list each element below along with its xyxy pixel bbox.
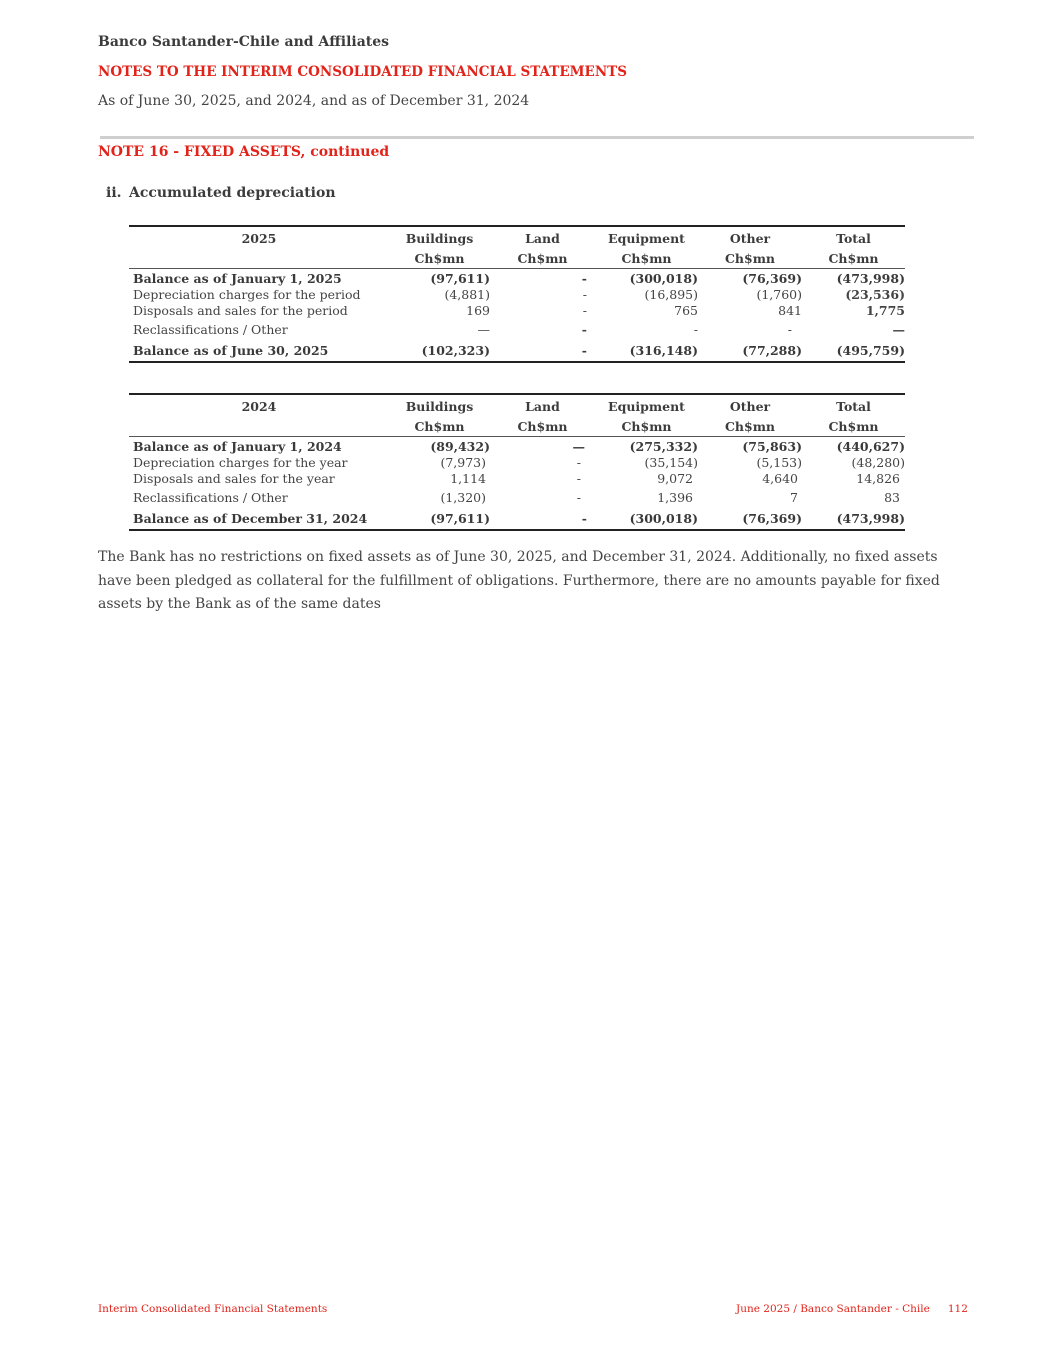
- table-row: [129, 269, 905, 288]
- cell-equipment: 1,396: [657, 490, 693, 505]
- section-heading: [106, 185, 336, 201]
- cell-buildings: (97,611): [389, 509, 490, 530]
- depreciation-table-2024: [129, 393, 905, 531]
- row-label: Depreciation charges for the year: [133, 455, 348, 470]
- notes-title: NOTES TO THE INTERIM CONSOLIDATED FINANCIAL STATEMENTS: [98, 64, 627, 80]
- table-year: 2025: [129, 226, 389, 248]
- cell-total: (473,998): [836, 271, 905, 286]
- col-header-land: Land: [490, 394, 595, 416]
- table-row: [129, 471, 905, 487]
- footer-left: Interim Consolidated Financial Statements: [98, 1303, 328, 1315]
- cell-other: 841: [778, 303, 802, 318]
- col-header-buildings: Buildings: [389, 226, 490, 248]
- row-label: Disposals and sales for the period: [133, 303, 348, 318]
- unit-label: Ch$mn: [802, 416, 905, 437]
- cell-buildings: (4,881): [444, 287, 490, 302]
- cell-land: —: [572, 439, 585, 454]
- col-header-equipment: Equipment: [595, 226, 698, 248]
- section-number: ii.: [106, 185, 122, 201]
- footer-source: June 2025 / Banco Santander - Chile: [736, 1303, 930, 1315]
- cell-other: (5,153): [756, 455, 802, 470]
- row-label: Balance as of December 31, 2024: [129, 509, 389, 530]
- section-title: Accumulated depreciation: [129, 185, 336, 201]
- row-label: Disposals and sales for the year: [133, 471, 335, 486]
- cell-buildings: —: [477, 322, 490, 337]
- cell-other: (77,288): [698, 341, 802, 362]
- cell-equipment: (300,018): [629, 271, 698, 286]
- table-year: 2024: [129, 394, 389, 416]
- col-header-equipment: Equipment: [595, 394, 698, 416]
- cell-other: 7: [790, 490, 798, 505]
- cell-land: -: [581, 322, 587, 337]
- row-label: Balance as of January 1, 2025: [133, 271, 342, 286]
- cell-equipment: (35,154): [644, 455, 698, 470]
- cell-total: —: [892, 322, 905, 337]
- footer-right: [736, 1303, 968, 1315]
- cell-land: -: [490, 341, 595, 362]
- cell-buildings: (1,320): [440, 490, 486, 505]
- unit-label: Ch$mn: [389, 248, 490, 269]
- cell-equipment: (275,332): [629, 439, 698, 454]
- unit-label: Ch$mn: [802, 248, 905, 269]
- col-header-other: Other: [698, 226, 802, 248]
- reporting-period: As of June 30, 2025, and 2024, and as of December 31, 2024: [98, 93, 530, 109]
- cell-equipment: (316,148): [595, 341, 698, 362]
- unit-label: Ch$mn: [595, 248, 698, 269]
- col-header-total: Total: [802, 394, 905, 416]
- unit-label: Ch$mn: [490, 248, 595, 269]
- unit-label: Ch$mn: [389, 416, 490, 437]
- table-row: [129, 319, 905, 341]
- header-divider: [100, 136, 974, 139]
- cell-total: (495,759): [802, 341, 905, 362]
- col-header-total: Total: [802, 226, 905, 248]
- cell-total: 14,826: [856, 471, 900, 486]
- col-header-land: Land: [490, 226, 595, 248]
- cell-buildings: (89,432): [430, 439, 490, 454]
- body-paragraph: The Bank has no restrictions on fixed assets as of June 30, 2025, and December 31, 2024. Additionally, no fixed assets have been pledged as collateral for the fulfillment of obligations. Furthermore, there are no amounts payable for fixed assets by the Bank as of the same dates: [98, 549, 940, 612]
- cell-other: -: [787, 322, 792, 337]
- cell-land: -: [582, 287, 587, 302]
- table-row: [129, 303, 905, 319]
- col-header-other: Other: [698, 394, 802, 416]
- page-number: 112: [947, 1303, 968, 1315]
- table-row: [129, 437, 905, 456]
- unit-label: Ch$mn: [490, 416, 595, 437]
- cell-equipment: -: [693, 322, 698, 337]
- cell-total: (48,280): [851, 455, 905, 470]
- row-label: Reclassifications / Other: [133, 322, 288, 337]
- cell-land: -: [490, 509, 595, 530]
- cell-total: 83: [884, 490, 900, 505]
- cell-other: (76,369): [742, 271, 802, 286]
- table-row: [129, 509, 905, 530]
- cell-other: (1,760): [756, 287, 802, 302]
- cell-other: 4,640: [762, 471, 798, 486]
- col-header-buildings: Buildings: [389, 394, 490, 416]
- row-label: Balance as of January 1, 2024: [133, 439, 342, 454]
- cell-land: -: [576, 455, 581, 470]
- unit-label: Ch$mn: [698, 416, 802, 437]
- cell-equipment: (16,895): [644, 287, 698, 302]
- cell-buildings: (102,323): [389, 341, 490, 362]
- cell-other: (75,863): [742, 439, 802, 454]
- cell-land: -: [581, 271, 587, 286]
- cell-total: 1,775: [865, 303, 905, 318]
- depreciation-table-2025: [129, 225, 905, 363]
- table-row: [129, 341, 905, 362]
- unit-label: Ch$mn: [595, 416, 698, 437]
- cell-land: -: [576, 490, 581, 505]
- cell-buildings: 169: [466, 303, 490, 318]
- cell-equipment: 765: [674, 303, 698, 318]
- row-label: Balance as of June 30, 2025: [129, 341, 389, 362]
- cell-buildings: (7,973): [440, 455, 486, 470]
- cell-total: (473,998): [802, 509, 905, 530]
- note-title: NOTE 16 - FIXED ASSETS, continued: [98, 144, 390, 160]
- table-row: [129, 487, 905, 509]
- cell-total: (440,627): [836, 439, 905, 454]
- cell-buildings: 1,114: [450, 471, 486, 486]
- table-row: [129, 455, 905, 471]
- cell-equipment: 9,072: [657, 471, 693, 486]
- table-row: [129, 287, 905, 303]
- unit-label: Ch$mn: [698, 248, 802, 269]
- cell-buildings: (97,611): [430, 271, 490, 286]
- company-name: Banco Santander-Chile and Affiliates: [98, 34, 390, 50]
- cell-other: (76,369): [698, 509, 802, 530]
- row-label: Depreciation charges for the period: [133, 287, 361, 302]
- cell-equipment: (300,018): [595, 509, 698, 530]
- row-label: Reclassifications / Other: [133, 490, 288, 505]
- cell-land: -: [582, 303, 587, 318]
- cell-land: -: [576, 471, 581, 486]
- cell-total: (23,536): [845, 287, 905, 302]
